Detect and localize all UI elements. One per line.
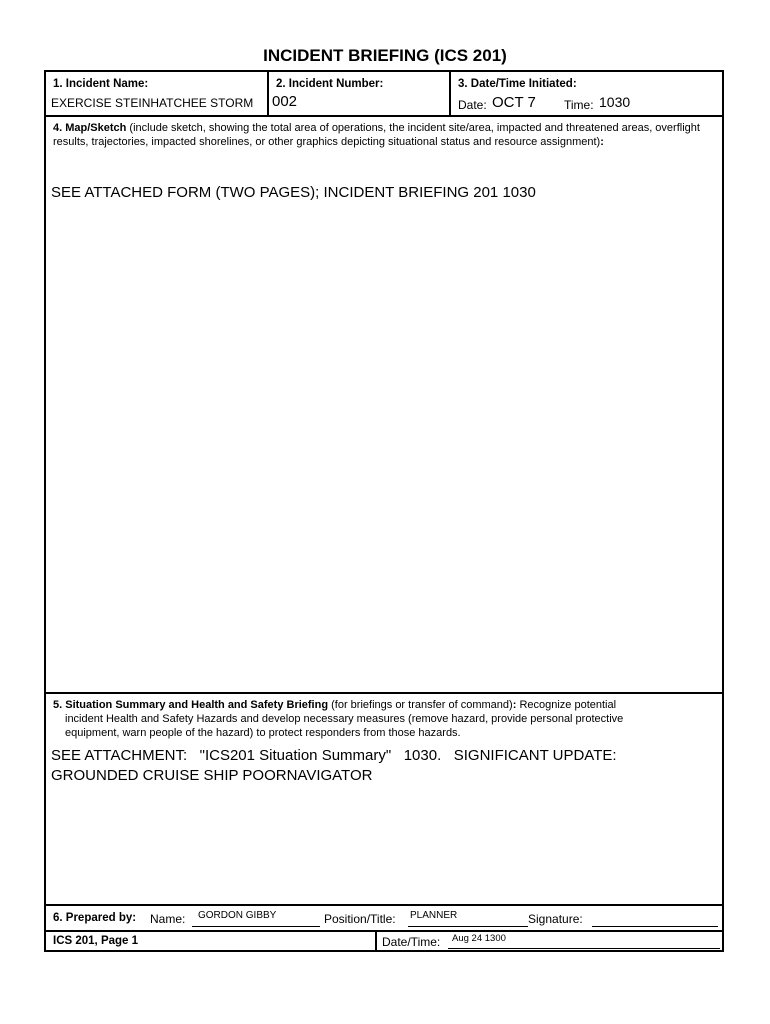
position-title-field[interactable]: PLANNER — [410, 910, 458, 921]
incident-name-label: 1. Incident Name: — [53, 78, 149, 90]
incident-name-field[interactable]: EXERCISE STEINHATCHEE STORM — [51, 96, 254, 110]
divider — [46, 692, 722, 694]
prepared-by-label: 6. Prepared by: — [53, 912, 137, 924]
map-sketch-entry[interactable]: SEE ATTACHED FORM (TWO PAGES); INCIDENT BRIEFING 201 1030 — [51, 184, 536, 201]
datetime-underline — [448, 948, 720, 949]
divider — [46, 930, 722, 932]
name-underline — [192, 926, 320, 927]
ics-201-form — [44, 70, 724, 952]
signature-underline — [592, 926, 718, 927]
divider — [46, 904, 722, 906]
divider — [267, 72, 269, 116]
time-label: Time: — [564, 98, 594, 112]
map-sketch-description: (include sketch, showing the total area of operations, the incident site/area, impacted and threatened areas, overflight results, trajectories, impacted shorelines, or other graphics depicting situational status and resource assignment) — [53, 122, 700, 148]
incident-number-field[interactable]: 002 — [272, 93, 298, 110]
datetime-initiated-label: 3. Date/Time Initiated: — [458, 78, 577, 90]
datetime-label: Date/Time: — [382, 935, 441, 949]
situation-summary-line3: equipment, warn people of the hazard) to protect responders from those hazards. — [65, 727, 461, 739]
situation-summary-entry-line1[interactable]: SEE ATTACHMENT: "ICS201 Situation Summary" 1030. SIGNIFICANT UPDATE: — [51, 747, 617, 764]
situation-summary-colon: : — [512, 699, 517, 711]
name-label: Name: — [150, 912, 186, 926]
name-field[interactable]: GORDON GIBBY — [198, 910, 277, 921]
situation-summary-paren: (for briefings or transfer of command) — [331, 699, 513, 711]
map-sketch-colon: : — [600, 136, 604, 148]
situation-summary-heading: 5. Situation Summary and Health and Safety Briefing — [53, 699, 329, 711]
situation-summary-line2: incident Health and Safety Hazards and develop necessary measures (remove hazard, provide personal protective — [65, 713, 624, 725]
datetime-field[interactable]: Aug 24 1300 — [452, 933, 506, 944]
time-field[interactable]: 1030 — [599, 94, 631, 110]
date-label: Date: — [458, 98, 487, 112]
situation-summary-line1: Recognize potential — [519, 699, 617, 711]
divider — [46, 115, 722, 117]
situation-summary-entry-line2[interactable]: GROUNDED CRUISE SHIP POORNAVIGATOR — [51, 767, 373, 784]
signature-label: Signature: — [528, 912, 583, 926]
situation-summary-instructions — [53, 698, 713, 740]
page-label: ICS 201, Page 1 — [53, 935, 139, 947]
divider — [449, 72, 451, 116]
date-field[interactable]: OCT 7 — [492, 94, 536, 111]
map-sketch-instructions — [53, 121, 713, 149]
divider — [375, 930, 377, 952]
incident-number-label: 2. Incident Number: — [276, 78, 384, 90]
position-title-underline — [408, 926, 528, 927]
map-sketch-heading: 4. Map/Sketch — [53, 122, 127, 134]
position-title-label: Position/Title: — [324, 912, 396, 926]
form-title: INCIDENT BRIEFING (ICS 201) — [263, 46, 507, 65]
